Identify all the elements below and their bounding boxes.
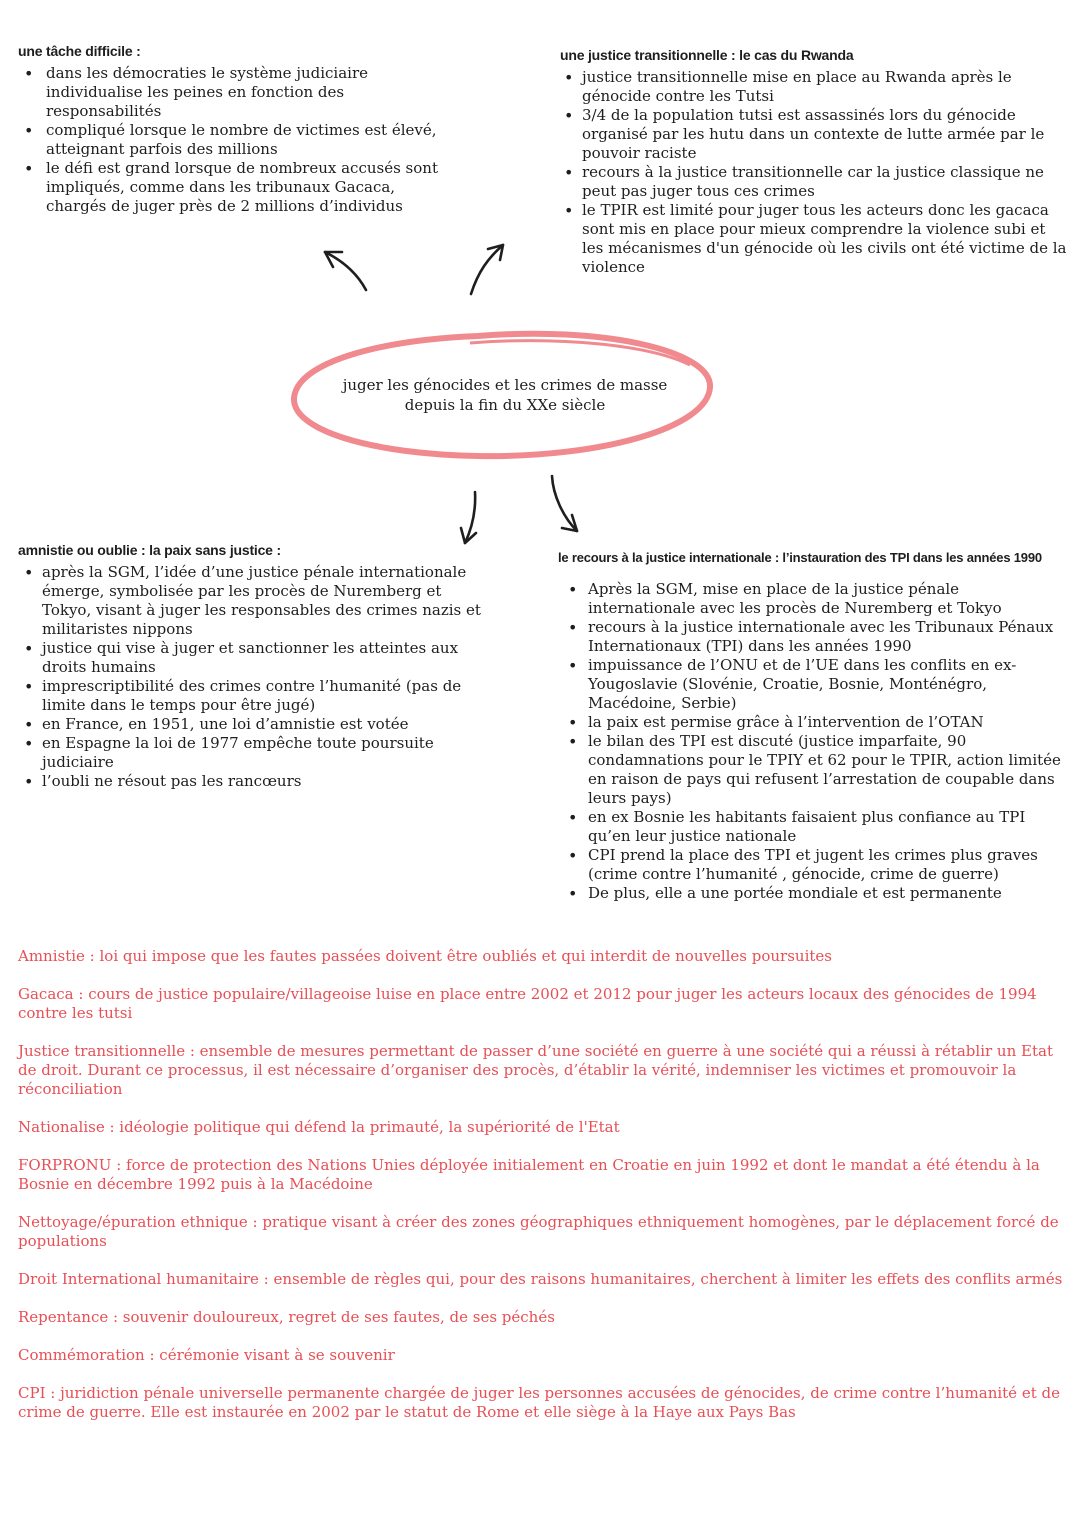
center-topic [330, 375, 680, 415]
glossary-entry: Amnistie : loi qui impose que les fautes passées doivent être oubliés et qui interdit de nouvelles poursuites [18, 947, 832, 965]
branch-tache-difficile [18, 42, 458, 216]
list-item: • le défi est grand lorsque de nombreux accusés sont impliqués, comme dans les tribunaux Gacaca, chargés de juger près de 2 millions d’individus [18, 159, 458, 216]
arrow-top-right [471, 245, 503, 294]
bullet-list [558, 580, 1068, 903]
glossary-entry: Justice transitionnelle : ensemble de mesures permettant de passer d’une société en guerre à une société qui a réussi à rétablir un Etat de droit. Durant ce processus, il est nécessaire d’organiser des procès, d’établir la vérité, indemniser les victimes et promouvoir la réconciliation [18, 1042, 1053, 1098]
glossary-entry: Commémoration : cérémonie visant à se souvenir [18, 1346, 395, 1364]
glossary-entry: FORPRONU : force de protection des Nations Unies déployée initialement en Croatie en juin 1992 et dont le mandat a été étendu à la Bosnie en décembre 1992 puis à la Macédoine [18, 1156, 1040, 1193]
branch-title: une justice transitionnelle : le cas du Rwanda [560, 47, 854, 63]
list-item: • recours à la justice internationale avec les Tribunaux Pénaux Internationaux (TPI) dans les années 1990 [558, 618, 1068, 656]
list-item: • justice transitionnelle mise en place au Rwanda après le génocide contre les Tutsi [558, 68, 1068, 106]
list-item: • après la SGM, l’idée d’une justice pénale internationale émerge, symbolisée par les procès de Nuremberg et Tokyo, visant à juger les responsables des crimes nazis et militaristes nippons [18, 563, 488, 639]
list-item: • impuissance de l’ONU et de l’UE dans les conflits en ex-Yougoslavie (Slovénie, Croatie, Bosnie, Monténégro, Macédoine, Serbie) [558, 656, 1068, 713]
list-item: • recours à la justice transitionnelle car la justice classique ne peut pas juger tous ces crimes [558, 163, 1068, 201]
glossary-entry: Repentance : souvenir douloureux, regret de ses fautes, de ses péchés [18, 1308, 555, 1326]
list-item: • en Espagne la loi de 1977 empêche toute poursuite judiciaire [18, 734, 488, 772]
list-item: • en ex Bosnie les habitants faisaient plus confiance au TPI qu’en leur justice nationale [558, 808, 1068, 846]
branch-rwanda [558, 46, 1068, 277]
bullet-list [558, 68, 1068, 277]
branch-amnistie [18, 541, 488, 791]
glossary-entry: Nationalise : idéologie politique qui défend la primauté, la supériorité de l'Etat [18, 1118, 620, 1136]
glossary [18, 947, 1063, 1441]
glossary-entry: CPI : juridiction pénale universelle permanente chargée de juger les personnes accusées de génocides, de crime contre l’humanité et de crime de guerre. Elle est instaurée en 2002 par le statut de Rome et elle siège à la Haye aux Pays Bas [18, 1384, 1060, 1421]
list-item: • la paix est permise grâce à l’intervention de l’OTAN [558, 713, 1068, 732]
list-item: • le bilan des TPI est discuté (justice imparfaite, 90 condamnations pour le TPIY et 62 pour le TPIR, action limitée en raison de pays qui refusent l’arrestation de coupable dans leurs pays) [558, 732, 1068, 808]
center-topic-line-1: juger les génocides et les crimes de masse [342, 376, 668, 394]
branch-title: le recours à la justice internationale : l’instauration des TPI dans les années 1990 [558, 550, 1042, 565]
list-item: • compliqué lorsque le nombre de victimes est élevé, atteignant parfois des millions [18, 121, 458, 159]
glossary-entry: Nettoyage/épuration ethnique : pratique visant à créer des zones géographiques ethniquement homogènes, par le déplacement forcé de populations [18, 1213, 1059, 1250]
list-item: • De plus, elle a une portée mondiale et est permanente [558, 884, 1068, 903]
branch-title: une tâche difficile : [18, 43, 141, 59]
list-item: • CPI prend la place des TPI et jugent les crimes plus graves (crime contre l’humanité , génocide, crime de guerre) [558, 846, 1068, 884]
branch-justice-internationale [558, 548, 1068, 903]
list-item: • 3/4 de la population tutsi est assassinés lors du génocide organisé par les hutu dans un contexte de lutte armée par le pouvoir raciste [558, 106, 1068, 163]
bullet-list [18, 64, 458, 216]
list-item: • le TPIR est limité pour juger tous les acteurs donc les gacaca sont mis en place pour mieux comprendre la violence subi et les mécanismes d'un génocide où les civils ont été victime de la violence [558, 201, 1068, 277]
list-item: • justice qui vise à juger et sanctionner les atteintes aux droits humains [18, 639, 488, 677]
center-topic-line-2: depuis la fin du XXe siècle [404, 396, 606, 414]
glossary-entry: Droit International humanitaire : ensemble de règles qui, pour des raisons humanitaires, cherchent à limiter les effets des conflits armés [18, 1270, 1063, 1288]
bullet-list [18, 563, 488, 791]
list-item: • en France, en 1951, une loi d’amnistie est votée [18, 715, 488, 734]
list-item: • Après la SGM, mise en place de la justice pénale internationale avec les procès de Nuremberg et Tokyo [558, 580, 1068, 618]
list-item: • imprescriptibilité des crimes contre l’humanité (pas de limite dans le temps pour être jugé) [18, 677, 488, 715]
glossary-entry: Gacaca : cours de justice populaire/villageoise luise en place entre 2002 et 2012 pour juger les acteurs locaux des génocides de 1994 contre les tutsi [18, 985, 1037, 1022]
list-item: • dans les démocraties le système judiciaire individualise les peines en fonction des responsabilités [18, 64, 458, 121]
arrow-top-left [325, 252, 366, 290]
list-item: • l’oubli ne résout pas les rancœurs [18, 772, 488, 791]
branch-title: amnistie ou oublie : la paix sans justice : [18, 542, 281, 558]
